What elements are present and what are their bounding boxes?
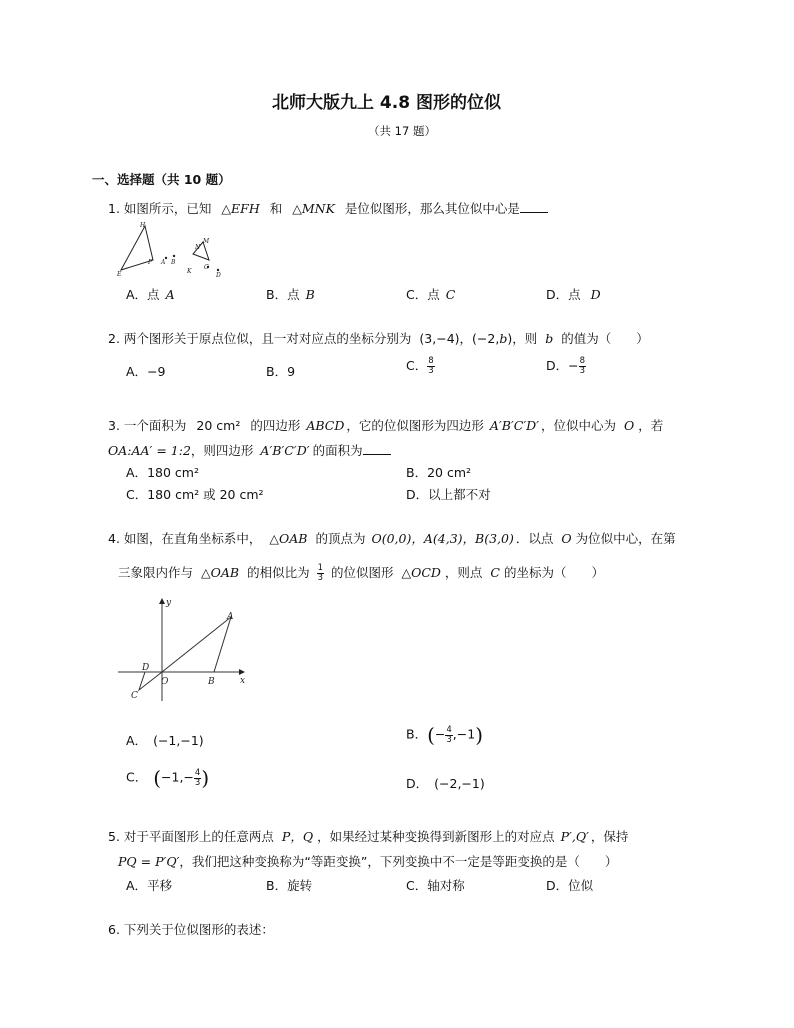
label-A: A xyxy=(227,612,234,622)
q3-option-c[interactable]: C．180 cm² 或 20 cm² xyxy=(126,487,264,502)
label-D: D xyxy=(216,272,221,279)
q4-option-a[interactable]: A． (−1,−1) xyxy=(126,733,204,748)
label-M: M xyxy=(203,238,210,245)
q1-option-b[interactable]: B．点 B xyxy=(266,287,315,302)
q4-coordinate-figure xyxy=(118,595,248,705)
question-3-line2: OA:AA′ = 1:2，则四边形 A′B′C′D′ 的面积为 xyxy=(108,441,391,459)
q4-option-d[interactable]: D． (−2,−1) xyxy=(406,776,485,791)
fraction: $\frac{8}{3}$ xyxy=(579,356,586,376)
q2-option-b[interactable]: B．9 xyxy=(266,364,296,379)
question-6: 6. 下列关于位似图形的表述： xyxy=(108,922,274,937)
question-3: 3. 一个面积为 20 cm² 的四边形 ABCD ，它的位似图形为四边形 A′B′C′D′ ，位似中心为 O ，若 xyxy=(108,418,664,433)
label-x: x xyxy=(240,676,246,686)
label-H: H xyxy=(140,222,146,229)
label-C: C xyxy=(204,264,209,271)
answer-blank xyxy=(520,201,548,213)
label-y: y xyxy=(166,598,172,608)
question-number: 1. xyxy=(108,201,120,216)
q1-option-c[interactable]: C．点 C xyxy=(406,287,456,302)
question-text: 是位似图形，那么其位似中心是 xyxy=(344,201,520,216)
q2-option-d[interactable]: D．− $\frac{8}{3}$ xyxy=(546,356,586,376)
label-A: A xyxy=(161,259,166,266)
fraction: $\frac{8}{3}$ xyxy=(428,356,434,376)
q5-option-d[interactable]: D．位似 xyxy=(546,878,594,893)
q3-option-d[interactable]: D．以上都不对 xyxy=(406,487,491,502)
label-C: C xyxy=(131,691,138,701)
label-B: B xyxy=(171,259,176,266)
label-E: E xyxy=(117,271,122,278)
q5-option-b[interactable]: B．旋转 xyxy=(266,878,313,893)
label-B: B xyxy=(208,677,215,687)
q5-option-c[interactable]: C．轴对称 xyxy=(406,878,465,893)
label-K: K xyxy=(187,268,192,275)
label-D: D xyxy=(142,663,150,673)
fraction: $\frac{4}{3}$ xyxy=(194,767,201,788)
q4-option-b[interactable]: B．(− $\frac{4}{3}$ ,−1) xyxy=(406,723,484,747)
question-count: （共 17 题） xyxy=(368,124,436,138)
question-5: 5. 对于平面图形上的任意两点 P，Q ，如果经过某种变换得到新图形上的对应点 P′,Q′ ，保持 xyxy=(108,829,629,844)
q3-option-b[interactable]: B．20 cm² xyxy=(406,465,472,480)
q5-option-a[interactable]: A．平移 xyxy=(126,878,173,893)
label-O: O xyxy=(161,677,169,687)
question-4-line2: 三象限内作与 △OAB 的相似比为 $\frac{1}{3}$ 的位似图形 △OCD ，则点 C 的坐标为（ ） xyxy=(118,563,605,583)
fraction: $\frac{4}{3}$ xyxy=(446,724,452,745)
question-text: 如图所示，已知 xyxy=(123,201,212,216)
question-2: 2. 两个图形关于原点位似，且一对对应点的坐标分别为 (3,−4)，(−2,b)，则 b 的值为（ ） xyxy=(108,331,649,346)
page-title: 北师大版九上 4.8 图形的位似 xyxy=(272,93,501,113)
q3-option-a[interactable]: A．180 cm² xyxy=(126,465,199,480)
question-4: 4. 如图，在直角坐标系中， △OAB 的顶点为 O(0,0)，A(4,3)，B(3,0) ．以点 O 为位似中心，在第 xyxy=(108,531,676,546)
math-expr: △MNK xyxy=(292,201,335,216)
question-5-line2: PQ = P′Q′，我们把这种变换称为“等距变换”，下列变换中不一定是等距变换的是（ ） xyxy=(118,854,618,869)
question-text: 和 xyxy=(269,201,283,216)
question-1 xyxy=(108,199,548,217)
label-F: F xyxy=(148,259,153,266)
q4-option-c[interactable]: C． (−1,− $\frac{4}{3}$ ) xyxy=(126,766,210,790)
q1-option-a[interactable]: A．点 A xyxy=(126,287,175,302)
label-N: N xyxy=(195,244,201,251)
q2-option-c[interactable]: C． $\frac{8}{3}$ xyxy=(406,356,434,376)
fraction: $\frac{1}{3}$ xyxy=(317,563,323,583)
q1-figure xyxy=(115,220,230,280)
q1-option-d[interactable]: D．点 D xyxy=(546,287,601,302)
math-expr: △EFH xyxy=(221,201,260,216)
answer-blank xyxy=(363,443,391,455)
section-heading: 一、选择题（共 10 题） xyxy=(92,172,231,187)
q2-option-a[interactable]: A．−9 xyxy=(126,364,166,379)
